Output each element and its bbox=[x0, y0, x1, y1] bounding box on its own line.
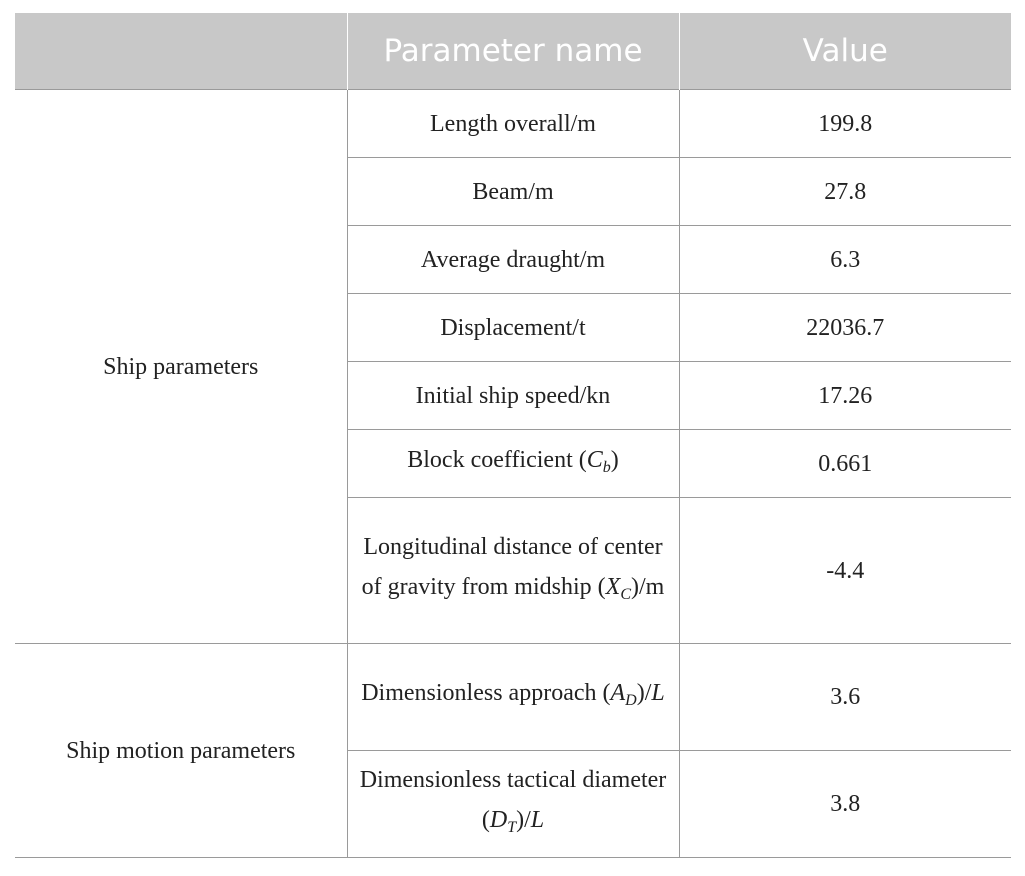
param-name bbox=[347, 430, 679, 498]
math-symbol: L bbox=[530, 807, 545, 833]
param-name bbox=[347, 644, 679, 751]
param-name-text: )/ bbox=[516, 807, 531, 833]
param-name bbox=[347, 498, 679, 644]
param-name-text: Block coefficient ( bbox=[407, 446, 587, 473]
param-value: 22036.7 bbox=[679, 294, 1011, 362]
param-name: Initial ship speed/kn bbox=[347, 362, 679, 430]
param-name-text: Longitudinal distance of center of gravity from midship ( bbox=[361, 533, 663, 600]
table-row bbox=[15, 644, 1011, 751]
math-subscript: D bbox=[625, 692, 637, 709]
math-symbol: C bbox=[586, 446, 603, 473]
param-name: Displacement/t bbox=[347, 294, 679, 362]
math-subscript: T bbox=[507, 819, 517, 836]
header-parameter-name: Parameter name bbox=[347, 13, 679, 90]
math-subscript: b bbox=[602, 458, 611, 476]
param-name: Length overall/m bbox=[347, 90, 679, 158]
param-name-text: Dimensionless approach ( bbox=[361, 680, 611, 706]
param-value: 0.661 bbox=[679, 430, 1011, 498]
parameter-table bbox=[15, 13, 1011, 858]
header-value: Value bbox=[679, 13, 1011, 90]
group-ship-parameters: Ship parameters bbox=[15, 90, 347, 644]
math-symbol: L bbox=[651, 680, 665, 706]
param-value: 17.26 bbox=[679, 362, 1011, 430]
param-value: 6.3 bbox=[679, 226, 1011, 294]
math-subscript: C bbox=[620, 585, 631, 603]
param-name bbox=[347, 751, 679, 858]
param-value: -4.4 bbox=[679, 498, 1011, 644]
param-name-text: )/ bbox=[636, 680, 652, 706]
param-name: Beam/m bbox=[347, 158, 679, 226]
param-value: 3.6 bbox=[679, 644, 1011, 751]
math-symbol: A bbox=[610, 680, 626, 706]
table-header-row bbox=[15, 13, 1011, 90]
param-name: Average draught/m bbox=[347, 226, 679, 294]
param-value: 3.8 bbox=[679, 751, 1011, 858]
math-symbol: D bbox=[489, 807, 508, 833]
table-row bbox=[15, 90, 1011, 158]
param-name-text: )/m bbox=[630, 573, 665, 600]
param-value: 27.8 bbox=[679, 158, 1011, 226]
math-symbol: X bbox=[605, 573, 621, 600]
parameter-table-container bbox=[15, 13, 1011, 858]
group-ship-motion-parameters: Ship motion parameters bbox=[15, 644, 347, 858]
param-name-text: Dimensionless tactical diameter ( bbox=[359, 767, 667, 833]
param-value: 199.8 bbox=[679, 90, 1011, 158]
param-name-text: ) bbox=[610, 446, 619, 473]
header-group-cell bbox=[15, 13, 347, 90]
